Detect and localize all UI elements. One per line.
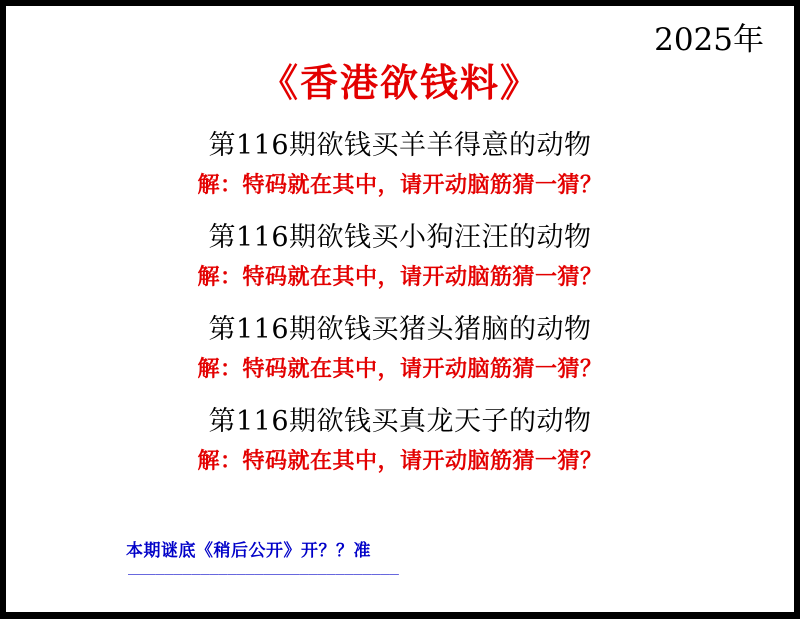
entry-answer-line: 解：特码就在其中，请开动脑筋猜一猜？ (197, 357, 603, 382)
list-item (0, 400, 800, 492)
entry-riddle-line: 第116期欲钱买羊羊得意的动物 (208, 130, 592, 161)
frame-border-top (0, 0, 800, 6)
entry-riddle-line: 第116期欲钱买猪头猪脑的动物 (208, 314, 592, 345)
year-label: 2025年 (654, 22, 764, 58)
entry-answer-line: 解：特码就在其中，请开动脑筋猜一猜？ (197, 265, 603, 290)
entry-riddle-line: 第116期欲钱买真龙天子的动物 (208, 406, 592, 437)
frame-border-bottom (0, 612, 800, 619)
footer-note: 本期谜底《稍后公开》开？？准 (126, 541, 371, 561)
entry-riddle-line: 第116期欲钱买小狗汪汪的动物 (208, 222, 592, 253)
list-item (0, 308, 800, 400)
page-title: 《香港欲钱料》 (259, 61, 540, 105)
footer-divider: ______________________________ (128, 557, 399, 575)
list-item (0, 216, 800, 308)
entry-answer-line: 解：特码就在其中，请开动脑筋猜一猜？ (197, 449, 603, 474)
entry-answer-line: 解：特码就在其中，请开动脑筋猜一猜？ (197, 173, 603, 198)
entry-list (0, 124, 800, 492)
list-item (0, 124, 800, 216)
